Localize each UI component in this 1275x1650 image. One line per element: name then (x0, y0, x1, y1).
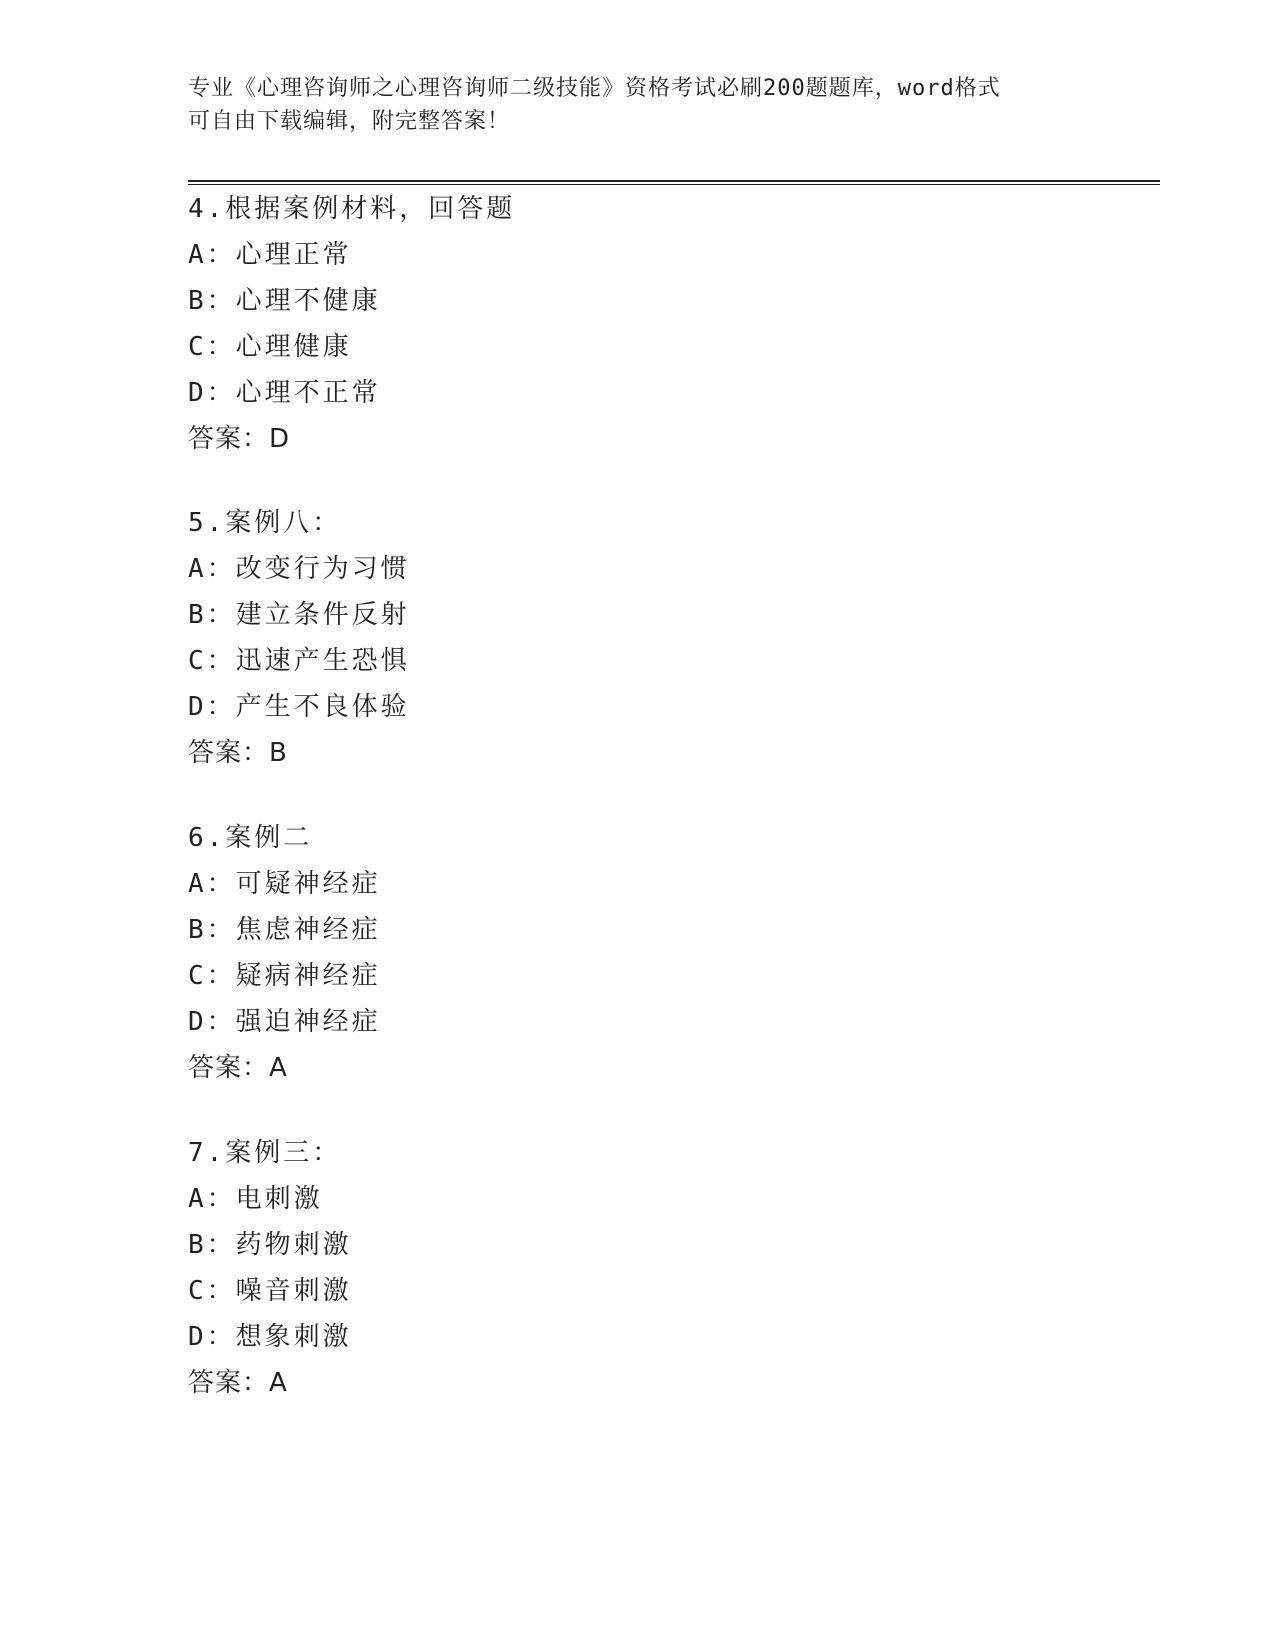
option-c: C：噪音刺激 (188, 1276, 352, 1306)
question-block (188, 1130, 888, 1406)
option-a: A：电刺激 (188, 1184, 323, 1214)
question-stem: 7.案例三： (188, 1138, 342, 1168)
answer-line: 答案：D (188, 424, 291, 454)
header-line-1: 专业《心理咨询师之心理咨询师二级技能》资格考试必刷200题题库，word格式 (188, 76, 1001, 101)
header-line-2: 可自由下载编辑，附完整答案！ (188, 109, 511, 134)
question-stem: 6.案例二 (188, 823, 313, 853)
option-b: B：建立条件反射 (188, 600, 410, 630)
answer-line: 答案：A (188, 1368, 288, 1398)
header-divider-thick (188, 180, 1160, 182)
option-c: C：迅速产生恐惧 (188, 646, 410, 676)
option-b: B：药物刺激 (188, 1230, 352, 1260)
option-a: A：改变行为习惯 (188, 554, 410, 584)
option-d: D：心理不正常 (188, 378, 381, 408)
option-c: C：疑病神经症 (188, 961, 381, 991)
question-stem: 4.根据案例材料，回答题 (188, 194, 516, 224)
option-d: D：想象刺激 (188, 1322, 352, 1352)
answer-line: 答案：A (188, 1053, 288, 1083)
option-c: C：心理健康 (188, 332, 352, 362)
answer-line: 答案：B (188, 738, 288, 768)
option-a: A：心理正常 (188, 240, 352, 270)
option-b: B：心理不健康 (188, 286, 381, 316)
document-header (188, 72, 1088, 138)
option-d: D：强迫神经症 (188, 1007, 381, 1037)
option-d: D：产生不良体验 (188, 692, 410, 722)
question-block (188, 186, 888, 462)
option-b: B：焦虑神经症 (188, 915, 381, 945)
question-stem: 5.案例八： (188, 508, 342, 538)
question-block (188, 815, 888, 1091)
question-block (188, 500, 888, 776)
header-divider-thin (188, 184, 1160, 185)
option-a: A：可疑神经症 (188, 869, 381, 899)
